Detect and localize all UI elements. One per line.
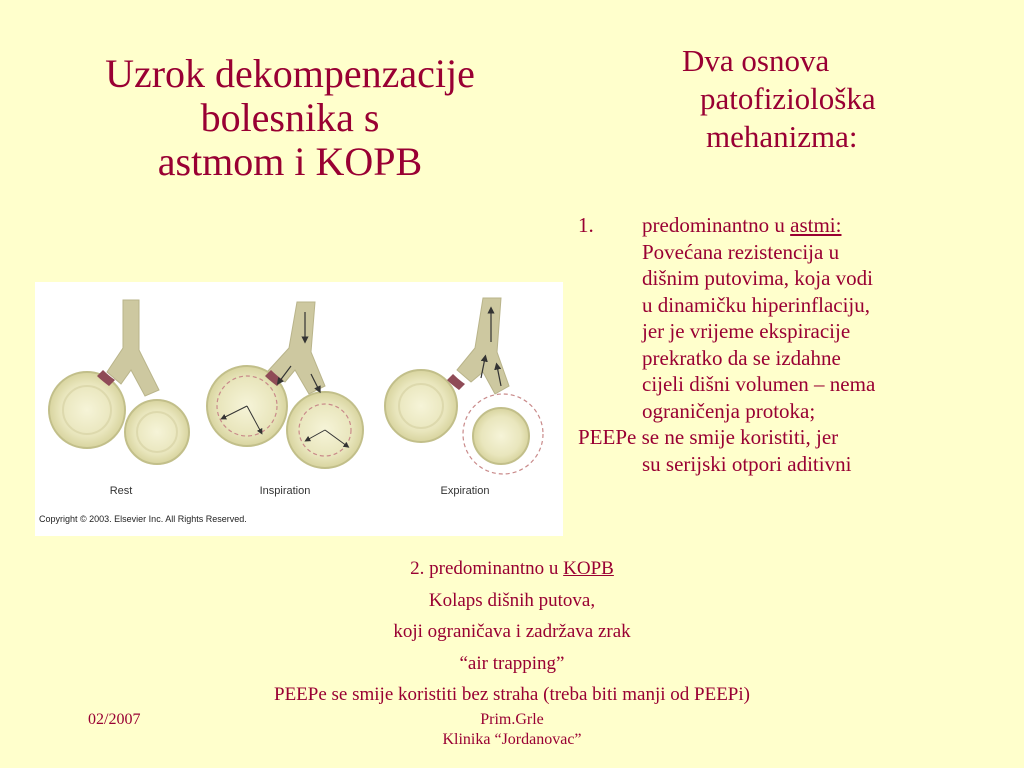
item-lead: [642, 212, 1018, 239]
item2-line: PEEPe se smije koristiti bez straha (treba biti manji od PEEPi): [274, 684, 750, 705]
item-number: 1.: [578, 213, 594, 237]
figure-copyright: Copyright © 2003. Elsevier Inc. All Rights Reserved.: [39, 514, 247, 524]
footer-institution: Klinika “Jordanovac”: [442, 731, 582, 748]
item2-lead-keyword: KOPB: [563, 558, 614, 579]
item-lead-text: predominantno u: [642, 213, 791, 237]
footer-author: Prim.Grle: [480, 711, 544, 728]
heading-line: mehanizma:: [706, 119, 858, 154]
heading-line: patofiziološka: [700, 81, 876, 116]
figure-label-expiration: Expiration: [440, 485, 490, 497]
alveolus-shape: [125, 400, 189, 464]
figure-label-rest: Rest: [109, 485, 133, 497]
item2-line: “air trapping”: [459, 652, 565, 674]
mechanisms-heading: [660, 42, 990, 156]
peep-line: PEEPe se ne smije koristiti, jer: [578, 425, 839, 449]
item-line: Povećana rezistencija u: [642, 239, 840, 264]
rest-panel: [49, 300, 189, 464]
item2-line: koji ograničava i zadržava zrak: [393, 621, 631, 642]
title-line: bolesnika s: [200, 95, 380, 140]
heading-line: Dva osnova: [682, 43, 830, 78]
alveolus-shape: [385, 370, 457, 442]
alveolus-shape: [49, 372, 125, 448]
inspiration-panel: [207, 302, 363, 468]
item2-line: Kolaps dišnih putova,: [428, 589, 596, 611]
item-body: [642, 212, 1018, 424]
alveolus-shape: [473, 408, 529, 464]
mechanism-item-asthma: [578, 212, 1018, 424]
footer-credit: [352, 710, 672, 750]
mechanism-list: [578, 212, 1018, 477]
expiration-panel: [385, 298, 543, 474]
item-line: ograničenja protoka;: [642, 398, 816, 423]
item-line: jer je vrijeme ekspiracije: [642, 319, 851, 343]
airway-illustration: [35, 282, 563, 536]
peep-line: su serijski otpori aditivni: [642, 451, 852, 476]
item-line: prekratko da se izdahne: [642, 345, 841, 370]
title-line: Uzrok dekompenzacije: [105, 51, 475, 96]
airway-figure: [35, 282, 563, 536]
item-lead-keyword: astmi:: [790, 213, 842, 237]
item-line: cijeli dišni volumen – nema: [642, 372, 876, 396]
title-line: astmom i KOPB: [157, 139, 423, 184]
slide-title: [40, 52, 540, 184]
peep-note: [578, 424, 1018, 477]
figure-label-inspiration: Inspiration: [259, 485, 311, 497]
item-line: u dinamičku hiperinflaciju,: [642, 292, 871, 317]
item2-lead: [0, 553, 1024, 585]
item-line: dišnim putovima, koja vodi: [642, 266, 873, 290]
mechanism-item-copd: [0, 553, 1024, 711]
footer-date: 02/2007: [88, 711, 141, 728]
item2-lead-text: 2. predominantno u: [410, 558, 564, 579]
